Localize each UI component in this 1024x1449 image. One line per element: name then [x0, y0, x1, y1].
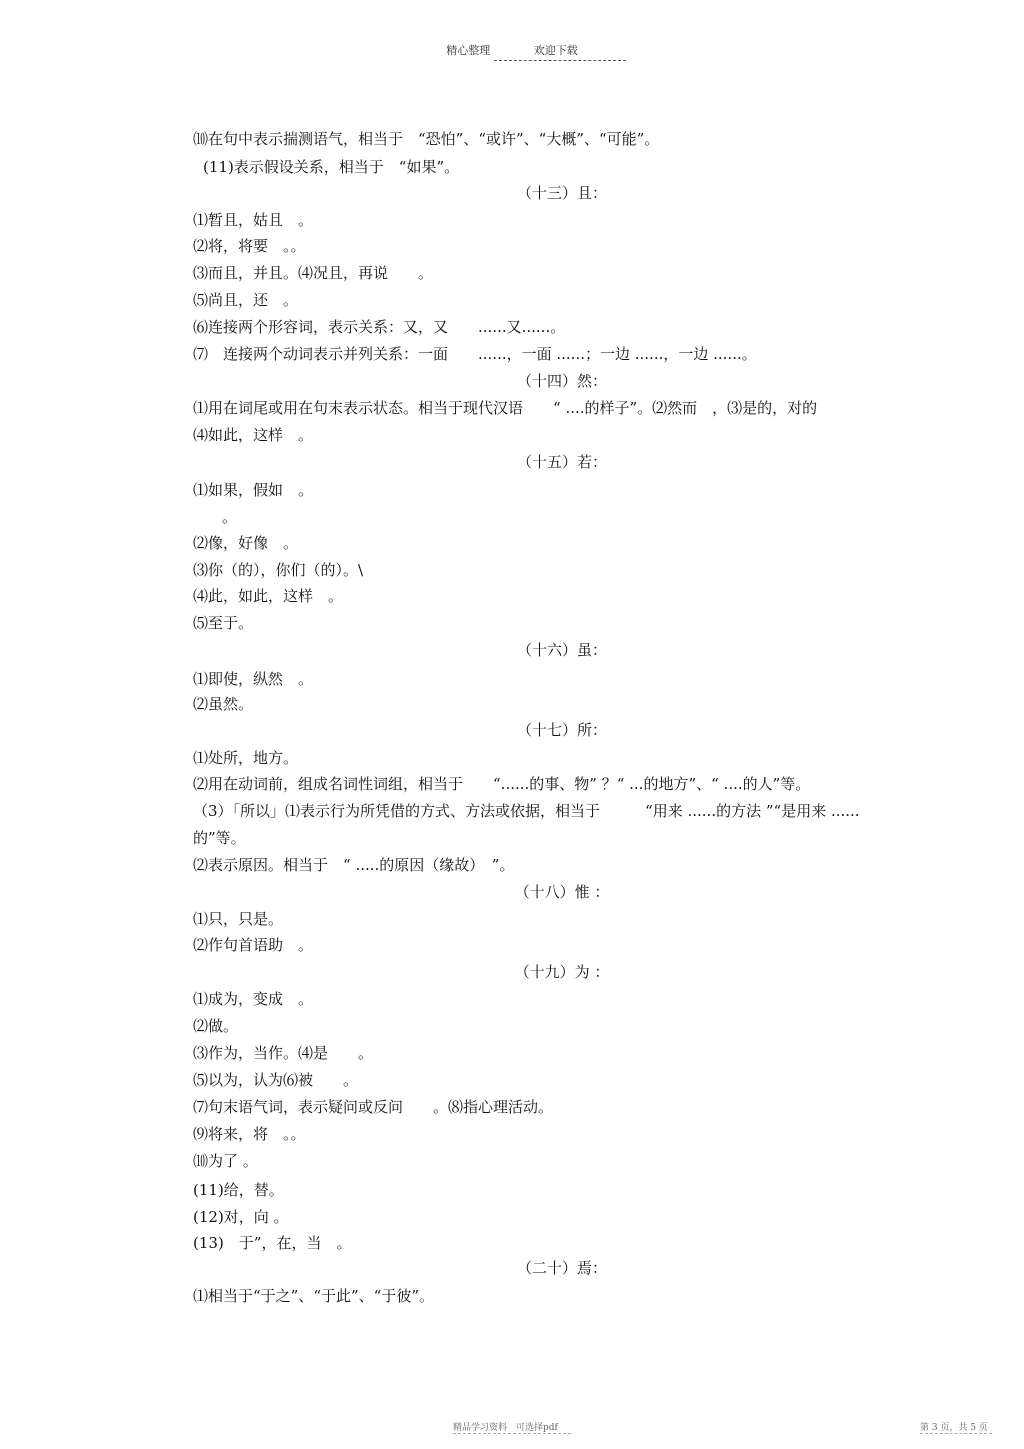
footer-rule-right: [920, 1433, 992, 1434]
text-line: (12)对，向 。: [193, 1208, 289, 1226]
text-line: ⑵像，好像 。: [193, 534, 299, 552]
text-line: ⑴处所，地方。: [193, 749, 299, 767]
text-line: ⑸以为，认为⑹被 。: [193, 1071, 359, 1089]
page-header: [0, 42, 1024, 58]
text-line: ⑴只，只是。: [193, 910, 284, 928]
section-heading: （十九）为 ：: [514, 963, 610, 981]
header-right: 欢迎下载: [533, 44, 578, 57]
section-heading: （十七）所：: [516, 721, 607, 739]
section-heading: （二十）焉：: [516, 1259, 607, 1277]
text-line: ⑽在句中表示揣测语气，相当于 “恐怕”、“或许”、“大概”、“可能”。: [193, 130, 660, 148]
text-line: ⑷此，如此，这样 。: [193, 587, 344, 605]
text-line: (11)表示假设关系，相当于 “如果”。: [203, 158, 460, 176]
text-line: (13) 于”，在，当 。: [193, 1234, 352, 1252]
text-line: ⑴如果，假如 。: [193, 481, 314, 499]
section-heading: （十四）然：: [516, 372, 607, 390]
text-line: ⑽为了 。: [193, 1152, 258, 1170]
text-line: ⑺ 连接两个动词表示并列关系：一面 ......，一面 ......；一边 ......，一边 ......。: [193, 345, 757, 363]
header-left: 精心整理: [446, 44, 491, 57]
footer-left: 精品学习资料 可选择pdf: [453, 1423, 558, 1433]
text-line: ⑸尚且，还 。: [193, 291, 299, 309]
text-line: （3）「所以」⑴表示行为所凭借的方式、方法或依据，相当于 “用来 ......的方法 ”“是用来 ......: [193, 802, 860, 820]
text-line: ⑵作句首语助 。: [193, 936, 314, 954]
footer-rule-left: [453, 1433, 571, 1434]
section-heading: （十八）惟 ：: [514, 883, 610, 901]
footer-page-number: 第 3 页，共 5 页: [920, 1423, 988, 1433]
text-line: ⑵虽然。: [193, 695, 254, 713]
text-line: 的”等。: [193, 829, 246, 847]
text-line: ⑴即使，纵然 。: [193, 670, 314, 688]
text-line: ⑵用在动词前，组成名词性词组，相当于 “......的事、物” ？“ ...的地方”、“ ....的人”等。: [193, 775, 811, 793]
text-line: ⑹连接两个形容词，表示关系：又，又 ......又......。: [193, 318, 566, 336]
text-line: ⑵表示原因。相当于 “ .....的原因（缘故） ”。: [193, 856, 515, 874]
text-line: (11)给，替。: [193, 1181, 284, 1199]
text-line: ⑶而且，并且。⑷况且，再说 。: [193, 264, 434, 282]
section-heading: （十六）虽：: [516, 641, 607, 659]
section-heading: （十五）若：: [516, 453, 607, 471]
text-line: ⑵做。: [193, 1017, 239, 1035]
text-line: ⑴用在词尾或用在句末表示状态。相当于现代汉语 “ ....的样子”。⑵然而 ，⑶是的，对的: [193, 399, 818, 417]
text-line: 。: [222, 508, 238, 526]
text-line: ⑷如此，这样 。: [193, 426, 314, 444]
text-line: ⑶作为，当作。⑷是 。: [193, 1044, 374, 1062]
text-line: ⑸至于。: [193, 614, 254, 632]
text-line: ⑺句末语气词，表示疑问或反问 。⑻指心理活动。: [193, 1098, 554, 1116]
text-line: ⑼将来，将 。。: [193, 1125, 306, 1143]
header-rule: [494, 60, 626, 61]
text-line: ⑴成为，变成 。: [193, 990, 314, 1008]
section-heading: （十三）且：: [516, 184, 607, 202]
text-line: ⑶你（的），你们（的）。\: [193, 561, 364, 579]
text-line: ⑴暂且，姑且 。: [193, 211, 314, 229]
text-line: ⑴相当于“于之”、“于此”、“于彼”。: [193, 1287, 435, 1305]
text-line: ⑵将，将要 。。: [193, 237, 306, 255]
